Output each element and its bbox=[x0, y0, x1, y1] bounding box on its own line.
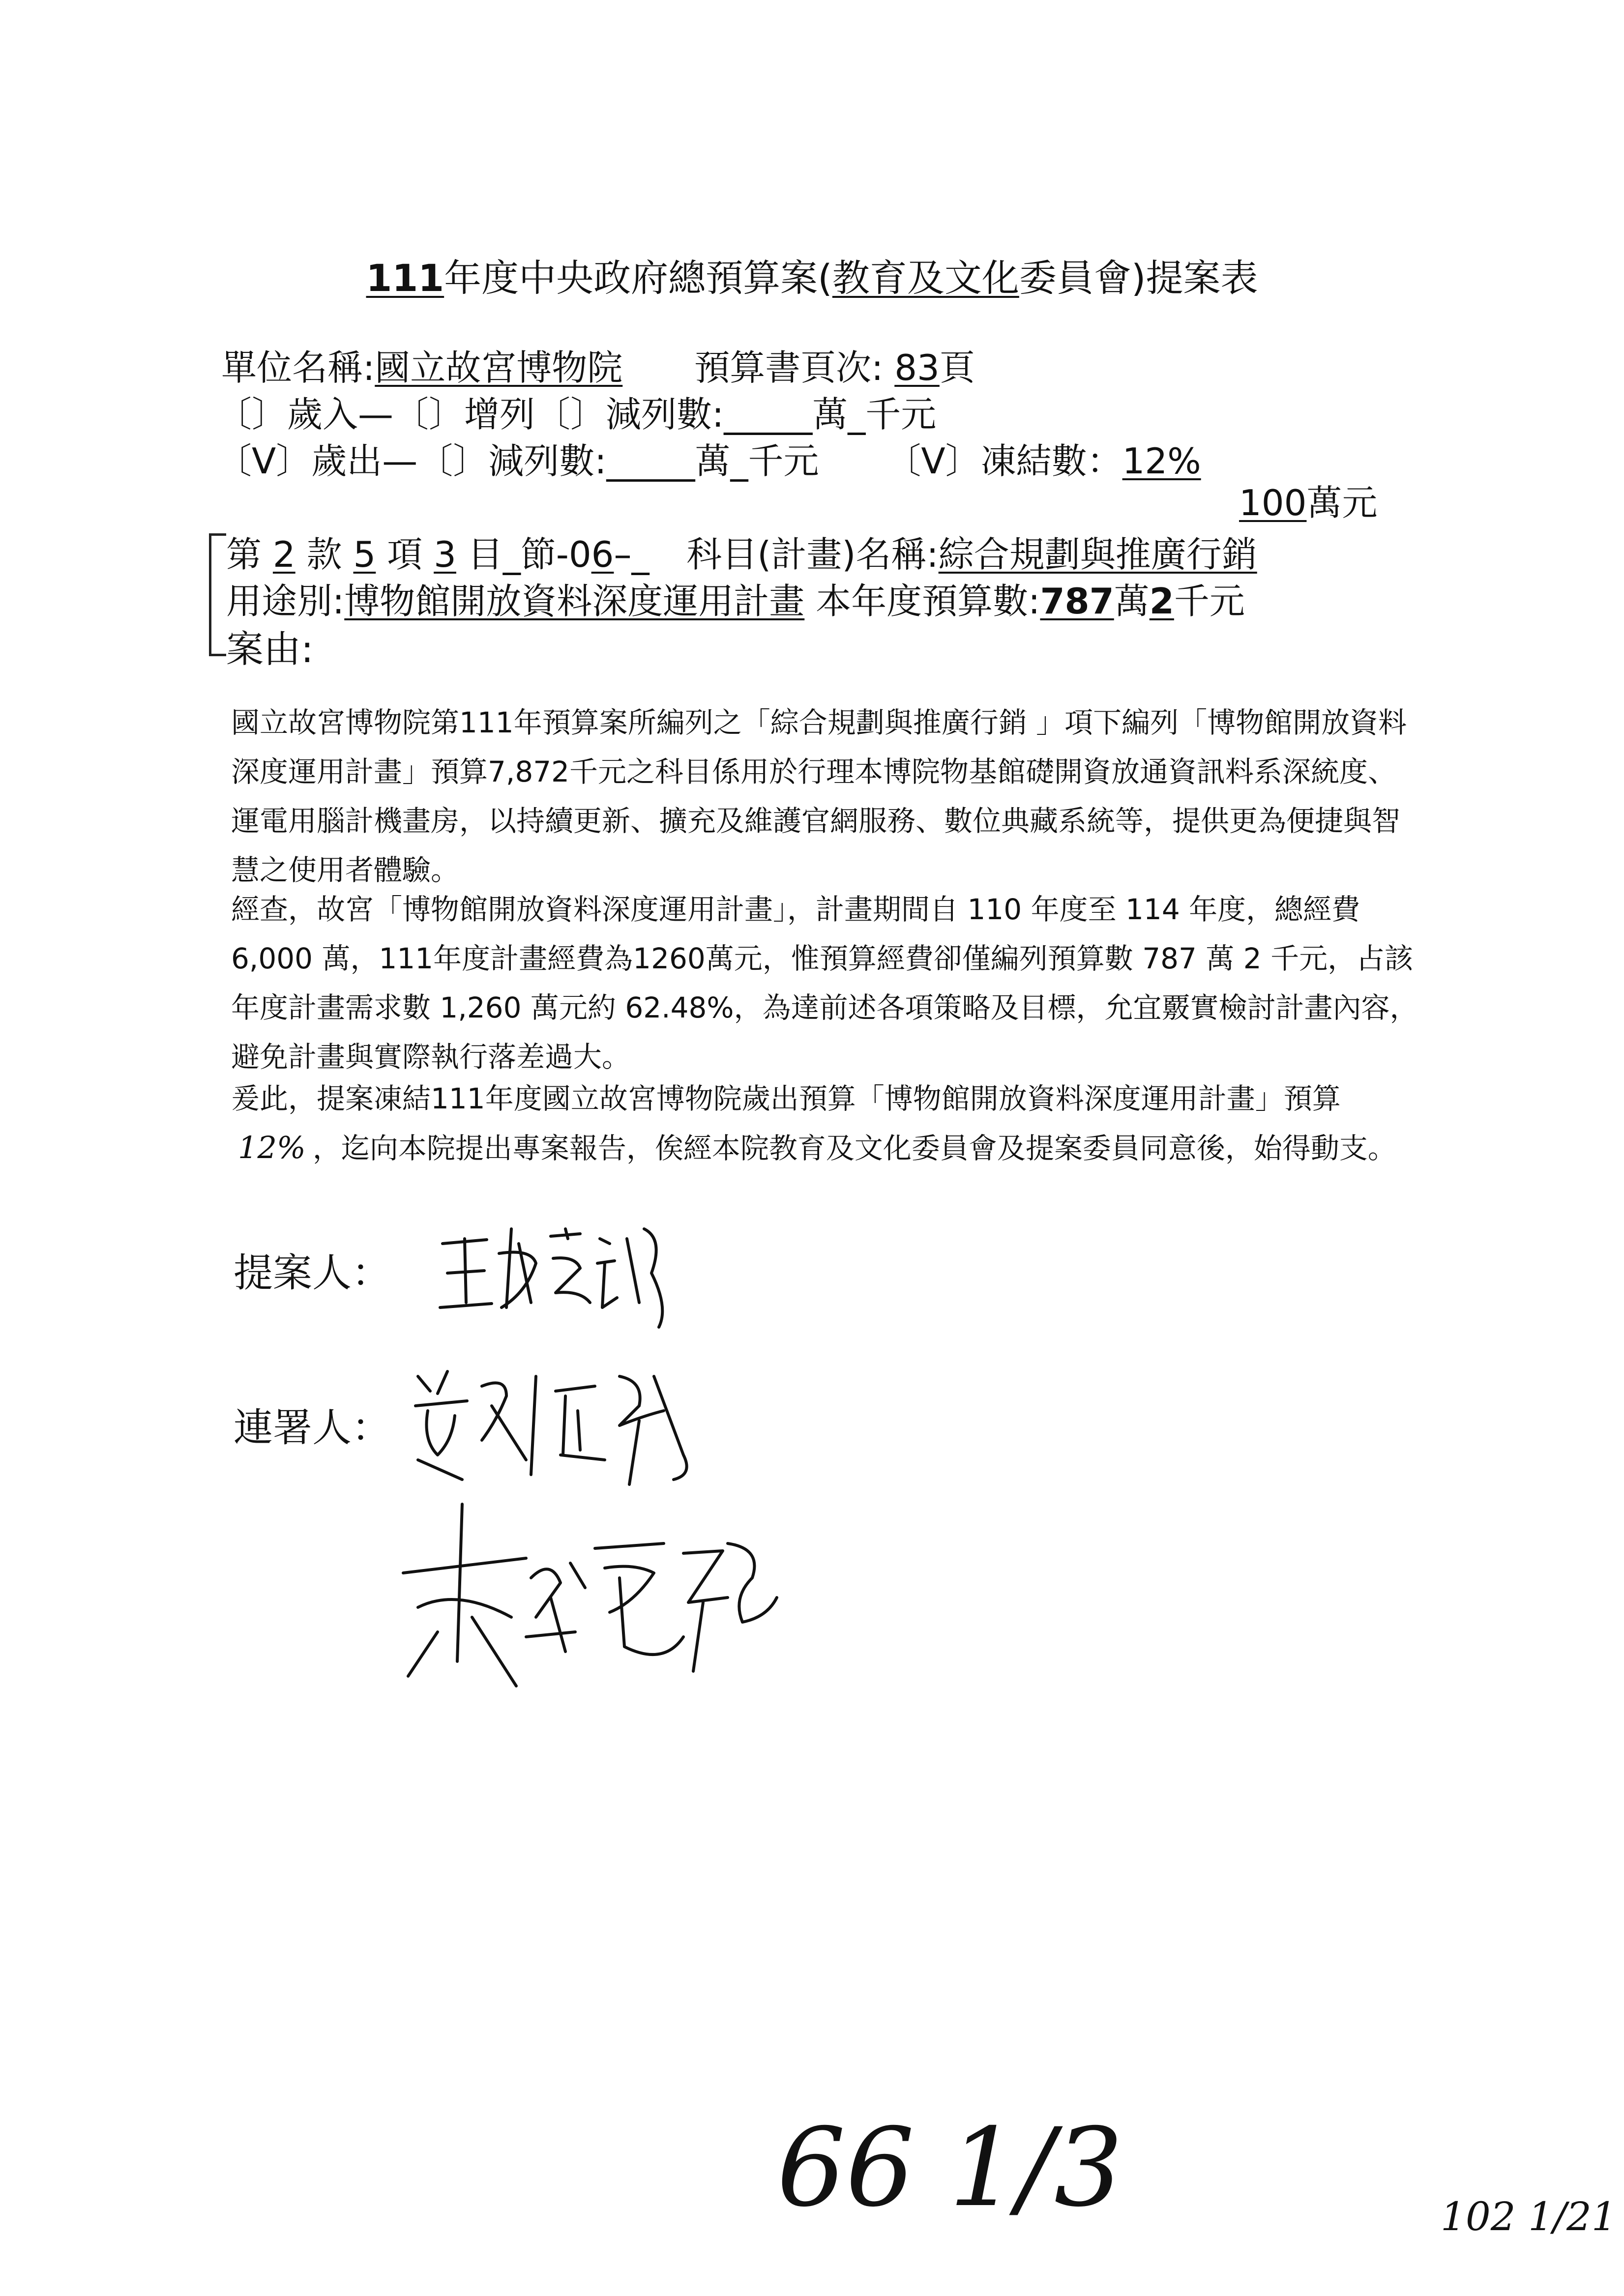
reason-paragraph-2 bbox=[231, 885, 1421, 1081]
title-year: 111 bbox=[366, 256, 444, 300]
item-jie-suffix: –_ bbox=[614, 534, 650, 575]
freeze-amount-value: 100 bbox=[1239, 482, 1307, 523]
revenue-prefix: 〔〕歲入—〔〕增列〔〕減列數: bbox=[216, 394, 724, 435]
freeze-value: 12% bbox=[1122, 440, 1201, 482]
item-mu-label: 目 bbox=[467, 534, 503, 575]
expense-blank: _____ bbox=[606, 440, 695, 482]
page-label: 預算書頁次: bbox=[694, 347, 884, 388]
proposer-signature bbox=[433, 1209, 688, 1342]
page-value: 83 bbox=[894, 347, 940, 388]
cosigner-signature-2 bbox=[388, 1489, 782, 1696]
item-prefix: 第 bbox=[226, 534, 262, 575]
budget-wan-value: 787 bbox=[1040, 581, 1114, 622]
budget-item-line bbox=[226, 526, 1257, 577]
unit-name: 國立故宮博物院 bbox=[375, 347, 623, 388]
page-title bbox=[0, 248, 1624, 302]
revenue-line bbox=[216, 386, 936, 437]
expense-qian: 千元 bbox=[748, 440, 819, 482]
paragraph-text: 經查，故宮「博物館開放資料深度運用計畫」，計畫期間自 110 年度至 114 年度，總經費 6,000 萬，111年度計畫經費為1260萬元，惟預算經費卻僅編列預算數 787 萬 2 千元，占該年度計畫需求數 1,260 萬元約 62.48%，為達前述各項策略及目標，允宜覈實檢討計畫內容， 避免計畫與實際執行落差過大。 bbox=[231, 893, 1418, 1074]
budget-qian-value: 2 bbox=[1149, 581, 1174, 622]
subject-label: 科目(計畫)名稱: bbox=[686, 534, 939, 575]
item-kuan-label: 款 bbox=[306, 534, 342, 575]
expense-blank2: _ bbox=[730, 440, 748, 482]
corner-number: 102 1/21 bbox=[1441, 2194, 1617, 2239]
paragraph-text: 國立故宮博物院第111年預算案所編列之「綜合規劃與推廣行銷 」項下編列「博物館開放資料深度運用計畫」預算7,872千元之科目係用於行理本博院物基館礎開資放通資訊料系深統度、運電用腦計機畫房，以持續更新、擴充及維護官網服務、數位典藏系統等，提供更為便捷與智慧之使用者體驗。 bbox=[231, 706, 1407, 887]
cosigner-signature-1 bbox=[408, 1357, 713, 1494]
title-before: 年度中央政府總預算案( bbox=[444, 256, 832, 300]
proposer-label: 提案人： bbox=[234, 1250, 391, 1296]
cosigner-label: 連署人： bbox=[234, 1405, 391, 1451]
freeze-label: 〔V〕凍結數： bbox=[886, 440, 1122, 482]
budget-qian: 千元 bbox=[1174, 581, 1245, 622]
revenue-wan: 萬 bbox=[812, 394, 848, 435]
item-xiang-label: 項 bbox=[387, 534, 423, 575]
unit-line bbox=[221, 339, 975, 390]
reason-paragraph-1 bbox=[231, 698, 1421, 895]
item-mu: 3 bbox=[434, 534, 456, 575]
revenue-qian: 千元 bbox=[865, 394, 937, 435]
title-committee: 教育及文化 bbox=[832, 256, 1019, 300]
item-kuan: 2 bbox=[272, 534, 295, 575]
final-before: 爰此，提案凍結111年度國立故宮博物院歲出預算「博物館開放資料深度運用計畫」預算 bbox=[231, 1082, 1341, 1115]
reason-paragraph-3 bbox=[231, 1074, 1421, 1173]
expense-prefix: 〔V〕歲出—〔〕減列數: bbox=[216, 440, 607, 482]
purpose-line bbox=[226, 573, 1245, 624]
reason-label: 案由: bbox=[226, 627, 314, 671]
revenue-blank2: _ bbox=[848, 394, 866, 435]
handwritten-percent: 12% bbox=[238, 1130, 306, 1165]
budget-wan: 萬 bbox=[1114, 581, 1150, 622]
revenue-blank: _____ bbox=[724, 394, 813, 435]
item-jie-label: _節-0 bbox=[502, 534, 591, 575]
purpose-value: 博物館開放資料深度運用計畫 bbox=[344, 581, 805, 622]
subject-name: 綜合規劃與推廣行銷 bbox=[938, 534, 1257, 575]
budget-label: 本年度預算數: bbox=[816, 581, 1040, 622]
item-bracket bbox=[209, 533, 226, 656]
page-number: 66 1/3 bbox=[777, 2105, 1123, 2231]
expense-wan: 萬 bbox=[695, 440, 731, 482]
expense-line bbox=[216, 433, 1201, 484]
item-jie-value: 6 bbox=[591, 534, 614, 575]
title-after: 委員會)提案表 bbox=[1019, 256, 1258, 300]
page-unit: 頁 bbox=[939, 347, 975, 388]
unit-label: 單位名稱: bbox=[221, 347, 375, 388]
freeze-amount-unit: 萬元 bbox=[1306, 482, 1378, 523]
final-after: ，迄向本院提出專案報告，俟經本院教育及文化委員會及提案委員同意後，始得動支。 bbox=[312, 1132, 1396, 1165]
purpose-label: 用途別: bbox=[226, 581, 345, 622]
item-xiang: 5 bbox=[353, 534, 376, 575]
freeze-amount bbox=[1239, 474, 1377, 525]
